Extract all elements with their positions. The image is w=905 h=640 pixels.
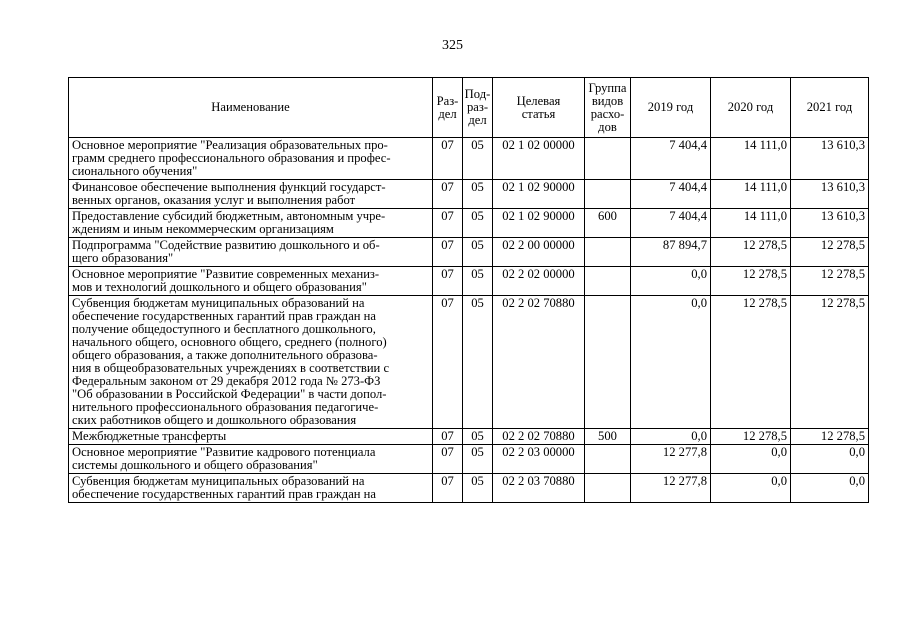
cell-2019: 7 404,4 (631, 138, 711, 180)
cell-group (585, 296, 631, 429)
cell-2019: 0,0 (631, 296, 711, 429)
cell-group (585, 238, 631, 267)
cell-2019: 0,0 (631, 429, 711, 445)
cell-name: Основное мероприятие "Развитие кадрового потенциала системы дошкольного и общего образования" (69, 445, 433, 474)
header-subsection: Под- раз- дел (463, 78, 493, 138)
header-2019: 2019 год (631, 78, 711, 138)
table-row (69, 296, 869, 429)
cell-name: Предоставление субсидий бюджетным, автономным учре- ждениям и иным некоммерческим организациям (69, 209, 433, 238)
cell-2021: 0,0 (791, 445, 869, 474)
cell-subsection: 05 (463, 474, 493, 503)
cell-group (585, 445, 631, 474)
cell-target: 02 2 03 00000 (493, 445, 585, 474)
table-row (69, 209, 869, 238)
cell-2021: 13 610,3 (791, 138, 869, 180)
cell-section: 07 (433, 209, 463, 238)
cell-section: 07 (433, 474, 463, 503)
cell-2020: 12 278,5 (711, 296, 791, 429)
cell-group (585, 267, 631, 296)
table-row (69, 445, 869, 474)
cell-group: 500 (585, 429, 631, 445)
cell-subsection: 05 (463, 445, 493, 474)
cell-2020: 0,0 (711, 445, 791, 474)
cell-2021: 0,0 (791, 474, 869, 503)
cell-name: Финансовое обеспечение выполнения функций государст- венных органов, оказания услуг и выполнения работ (69, 180, 433, 209)
cell-section: 07 (433, 180, 463, 209)
cell-2020: 14 111,0 (711, 209, 791, 238)
cell-2020: 14 111,0 (711, 138, 791, 180)
cell-2021: 12 278,5 (791, 296, 869, 429)
cell-section: 07 (433, 296, 463, 429)
cell-name: Основное мероприятие "Реализация образовательных про- грамм среднего профессионального образования и профес- сионального обучения" (69, 138, 433, 180)
cell-subsection: 05 (463, 267, 493, 296)
cell-2020: 0,0 (711, 474, 791, 503)
cell-2020: 12 278,5 (711, 267, 791, 296)
cell-name: Субвенция бюджетам муниципальных образований на обеспечение государственных гарантий прав граждан на (69, 474, 433, 503)
table-row (69, 267, 869, 296)
cell-group (585, 138, 631, 180)
cell-2019: 87 894,7 (631, 238, 711, 267)
table-row (69, 238, 869, 267)
cell-2021: 13 610,3 (791, 209, 869, 238)
cell-name: Межбюджетные трансферты (69, 429, 433, 445)
cell-group (585, 180, 631, 209)
cell-target: 02 1 02 00000 (493, 138, 585, 180)
page-number: 325 (442, 38, 463, 53)
cell-subsection: 05 (463, 138, 493, 180)
cell-group: 600 (585, 209, 631, 238)
header-2021: 2021 год (791, 78, 869, 138)
cell-target: 02 2 02 70880 (493, 429, 585, 445)
cell-group (585, 474, 631, 503)
table-row (69, 180, 869, 209)
cell-section: 07 (433, 138, 463, 180)
header-2020: 2020 год (711, 78, 791, 138)
cell-2019: 7 404,4 (631, 209, 711, 238)
table-row (69, 474, 869, 503)
header-target: Целевая статья (493, 78, 585, 138)
cell-2020: 12 278,5 (711, 238, 791, 267)
table-row (69, 138, 869, 180)
cell-subsection: 05 (463, 180, 493, 209)
cell-subsection: 05 (463, 296, 493, 429)
cell-subsection: 05 (463, 209, 493, 238)
table-row (69, 429, 869, 445)
cell-target: 02 2 02 00000 (493, 267, 585, 296)
cell-2021: 12 278,5 (791, 429, 869, 445)
cell-target: 02 2 02 70880 (493, 296, 585, 429)
cell-2019: 7 404,4 (631, 180, 711, 209)
cell-2020: 14 111,0 (711, 180, 791, 209)
cell-section: 07 (433, 445, 463, 474)
cell-target: 02 1 02 90000 (493, 209, 585, 238)
cell-name: Основное мероприятие "Развитие современных механиз- мов и технологий дошкольного и общего образования" (69, 267, 433, 296)
cell-2019: 12 277,8 (631, 474, 711, 503)
header-group: Группа видов расхо- дов (585, 78, 631, 138)
cell-subsection: 05 (463, 238, 493, 267)
table-body (69, 138, 869, 503)
cell-2020: 12 278,5 (711, 429, 791, 445)
cell-section: 07 (433, 267, 463, 296)
cell-section: 07 (433, 429, 463, 445)
cell-section: 07 (433, 238, 463, 267)
cell-target: 02 2 03 70880 (493, 474, 585, 503)
cell-2019: 0,0 (631, 267, 711, 296)
cell-subsection: 05 (463, 429, 493, 445)
budget-table (68, 77, 869, 503)
table-header-row (69, 78, 869, 138)
cell-2019: 12 277,8 (631, 445, 711, 474)
cell-2021: 12 278,5 (791, 267, 869, 296)
cell-name: Субвенция бюджетам муниципальных образований на обеспечение государственных гарантий прав граждан на получение общедоступного и бесплатного дошкольного, начального общего, основного общего, среднего (полного) общего образования, а также дополнительного образова- ния в общеобразовательных учреждениях в соответствии с Федеральным законом от 29 декабря 2012 года № 273-ФЗ "Об образовании в Российской Федерации" в части допол- нительного профессионального образования педагогиче- ских работников общего и дошкольного образования (69, 296, 433, 429)
cell-2021: 13 610,3 (791, 180, 869, 209)
header-name: Наименование (69, 78, 433, 138)
cell-2021: 12 278,5 (791, 238, 869, 267)
cell-target: 02 2 00 00000 (493, 238, 585, 267)
header-section: Раз- дел (433, 78, 463, 138)
cell-name: Подпрограмма "Содействие развитию дошкольного и об- щего образования" (69, 238, 433, 267)
cell-target: 02 1 02 90000 (493, 180, 585, 209)
